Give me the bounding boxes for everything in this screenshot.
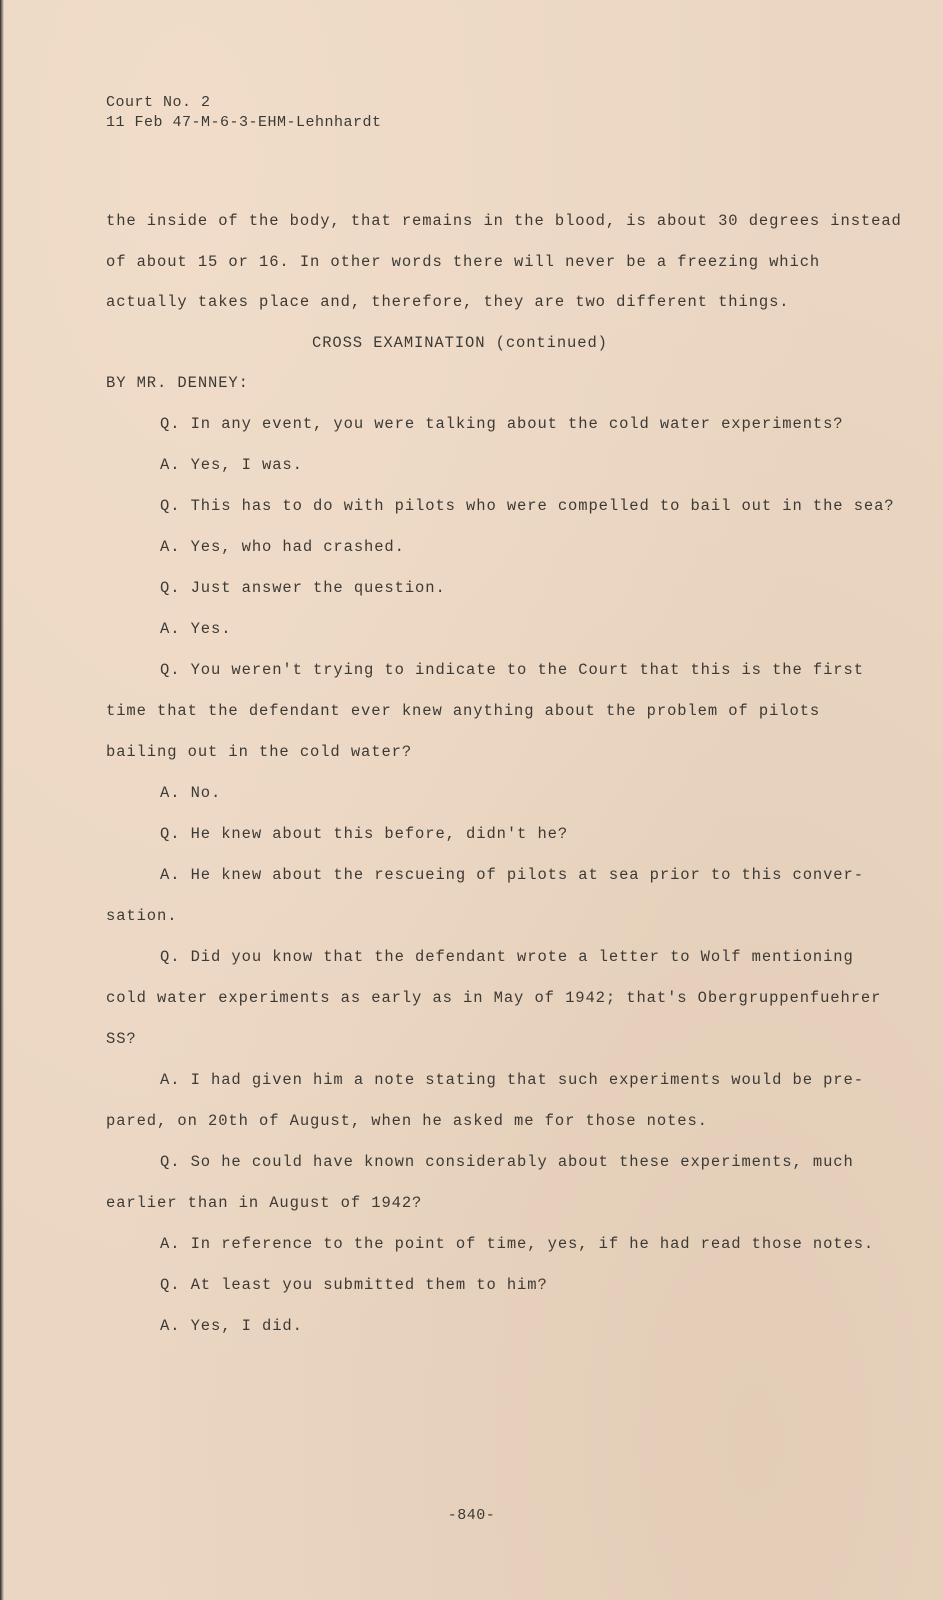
answer-line: A. I had given him a note stating that such experiments would be pre- <box>160 1071 864 1089</box>
answer-line: A. Yes, who had crashed. <box>160 538 405 556</box>
transcript-line: time that the defendant ever knew anything about the problem of pilots <box>106 702 821 720</box>
transcript-line: actually takes place and, therefore, they are two different things. <box>106 293 790 311</box>
transcript-line: pared, on 20th of August, when he asked me for those notes. <box>106 1112 708 1130</box>
transcript-line: of about 15 or 16. In other words there will never be a freezing which <box>106 253 821 271</box>
answer-line: A. Yes, I did. <box>160 1317 303 1335</box>
question-line: Q. This has to do with pilots who were compelled to bail out in the sea? <box>160 497 895 515</box>
transcript-reference: 11 Feb 47-M-6-3-EHM-Lehnhardt <box>106 114 382 131</box>
answer-line: A. No. <box>160 784 222 802</box>
transcript-line: SS? <box>106 1030 137 1048</box>
page-number: -840- <box>447 1507 496 1524</box>
court-label: Court No. 2 <box>106 94 211 111</box>
question-line: Q. He knew about this before, didn't he? <box>160 825 569 843</box>
examiner-heading: BY MR. DENNEY: <box>106 374 249 392</box>
section-title: CROSS EXAMINATION (continued) <box>312 334 608 352</box>
answer-line: A. In reference to the point of time, yes, if he had read those notes. <box>160 1235 875 1253</box>
question-line: Q. In any event, you were talking about the cold water experiments? <box>160 415 844 433</box>
page-edge-shadow <box>0 0 4 1600</box>
question-line: Q. So he could have known considerably about these experiments, much <box>160 1153 854 1171</box>
answer-line: A. Yes. <box>160 620 232 638</box>
question-line: Q. Did you know that the defendant wrote a letter to Wolf mentioning <box>160 948 854 966</box>
answer-line: A. Yes, I was. <box>160 456 303 474</box>
answer-line: A. He knew about the rescueing of pilots at sea prior to this conver- <box>160 866 864 884</box>
transcript-line: sation. <box>106 907 178 925</box>
question-line: Q. At least you submitted them to him? <box>160 1276 548 1294</box>
document-header <box>106 93 382 133</box>
question-line: Q. You weren't trying to indicate to the Court that this is the first <box>160 661 864 679</box>
transcript-line: earlier than in August of 1942? <box>106 1194 423 1212</box>
transcript-line: cold water experiments as early as in May of 1942; that's Obergruppenfuehrer <box>106 989 882 1007</box>
transcript-line: the inside of the body, that remains in the blood, is about 30 degrees instead <box>106 212 902 230</box>
question-line: Q. Just answer the question. <box>160 579 446 597</box>
transcript-line: bailing out in the cold water? <box>106 743 413 761</box>
